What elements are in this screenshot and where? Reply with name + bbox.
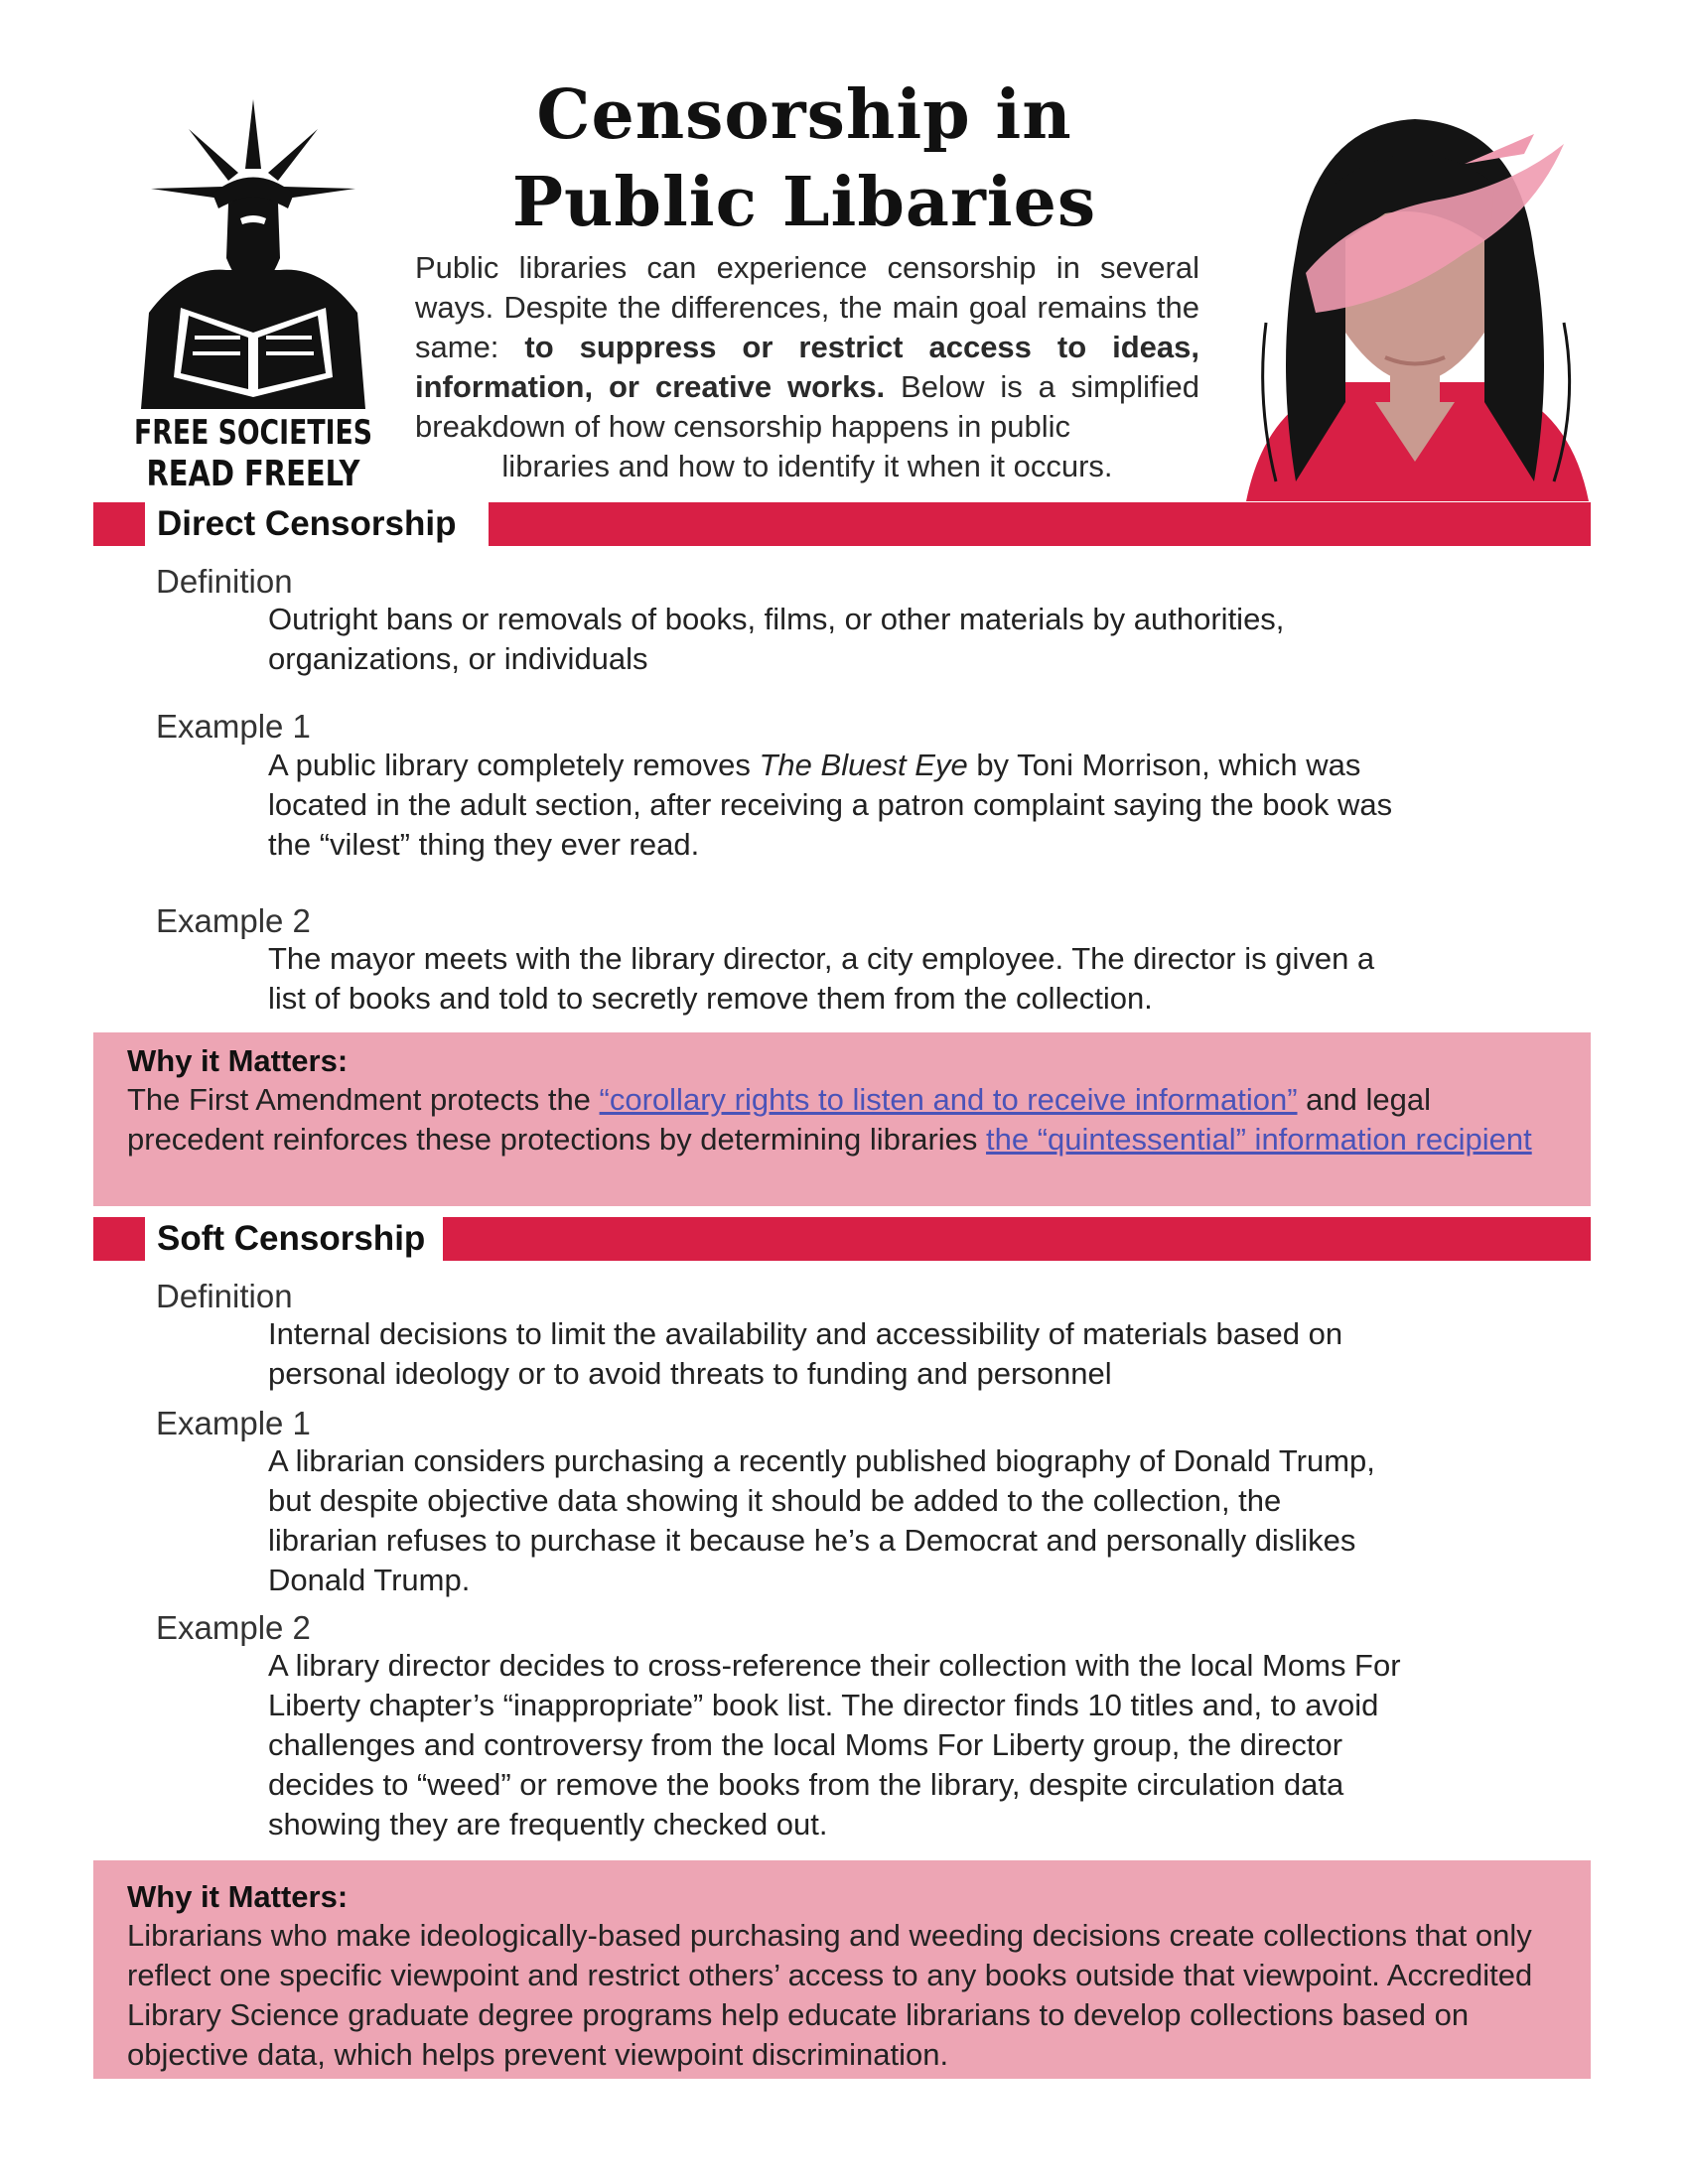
section-bar-left [93,502,145,546]
soft-definition-text: Internal decisions to limit the availability and accessibility of materials based on personal ideology or to avoid threats to funding and personnel [268,1316,1343,1391]
soft-example1-label: Example 1 [156,1405,311,1441]
soft-definition-label: Definition [156,1278,293,1314]
soft-why-it-matters-box [93,1860,1591,2079]
direct-example1-pre: A public library completely removes [268,748,760,782]
why-it-matters-heading: Why it Matters: [127,1879,349,1914]
logo-text-line1: FREE SOCIETIES [134,413,372,453]
direct-example1-label: Example 1 [156,708,311,745]
intro-text-continued: Below is a simplified breakdown of how censorship happens in public [415,369,1199,444]
book-title: The Bluest Eye [759,748,968,782]
direct-example1-text [268,746,1420,865]
section-title: Soft Censorship [157,1219,426,1258]
section-bar-right [443,1217,1591,1261]
page-title [437,71,1172,246]
direct-example1-post: by Toni Morrison, which was located in the adult section, after receiving a patron complaint saying the book was the “vilest” thing they ever read. [268,748,1393,862]
direct-example2-label: Example 2 [156,902,311,939]
why-it-matters-text: Librarians who make ideologically-based purchasing and weeding decisions create collections that only reflect one specific viewpoint and restrict others’ access to any books outside that viewpoint. Accredited Library Science graduate degree programs help educate librarians to develop collections based on objective data, which helps prevent viewpoint discrimination. [127,1918,1533,2072]
section-bar-left [93,1217,145,1261]
intro-emphasis: to suppress or restrict access to ideas, information, or creative works. [415,330,1200,404]
soft-example1-text: A librarian considers purchasing a recently published biography of Donald Trump, but despite objective data showing it should be added to the collection, the librarian refuses to purchase it because he’s a Democrat and personally dislikes Donald Trump. [268,1443,1375,1597]
intro-text: Public libraries can experience censorship in several ways. Despite the differences, the main goal remains the same: [415,250,1199,364]
logo-text-line2: READ FREELY [146,454,361,494]
title-line-2: Public Libaries [511,163,1097,242]
matters-text-mid: and legal precedent reinforces these protections by determining libraries [127,1082,1431,1157]
direct-why-it-matters-box [93,1032,1591,1206]
free-societies-read-freely-logo [129,99,377,494]
section-title: Direct Censorship [157,504,457,543]
direct-censorship-section-header [93,502,1591,546]
soft-example2-label: Example 2 [156,1609,311,1646]
intro-paragraph [415,248,1199,486]
direct-example2-text: The mayor meets with the library director, a city employee. The director is given a list of books and told to secretly remove them from the collection. [268,941,1375,1016]
woman-illustration [1236,104,1594,501]
intro-last-line: libraries and how to identify it when it occurs. [501,449,1113,483]
section-bar-right [489,502,1591,546]
soft-censorship-section-header [93,1217,1591,1261]
soft-example2-text: A library director decides to cross-reference their collection with the local Moms For Liberty chapter’s “inappropriate” book list. The director finds 10 titles and, to avoid challenges and controversy from the local Moms For Liberty group, the director decides to “weed” or remove the books from the library, despite circulation data showing they are frequently checked out. [268,1648,1401,1842]
title-line-1: Censorship in [536,75,1072,155]
matters-text-pre: The First Amendment protects the [127,1082,600,1117]
corollary-rights-link[interactable]: “corollary rights to listen and to receive information” [599,1082,1298,1117]
direct-definition-label: Definition [156,563,293,600]
why-it-matters-heading: Why it Matters: [127,1043,349,1078]
quintessential-recipient-link[interactable]: the “quintessential” information recipient [986,1122,1532,1157]
direct-definition-text: Outright bans or removals of books, films, or other materials by authorities, organizations, or individuals [268,602,1285,676]
why-it-matters-text [127,1080,1557,1160]
